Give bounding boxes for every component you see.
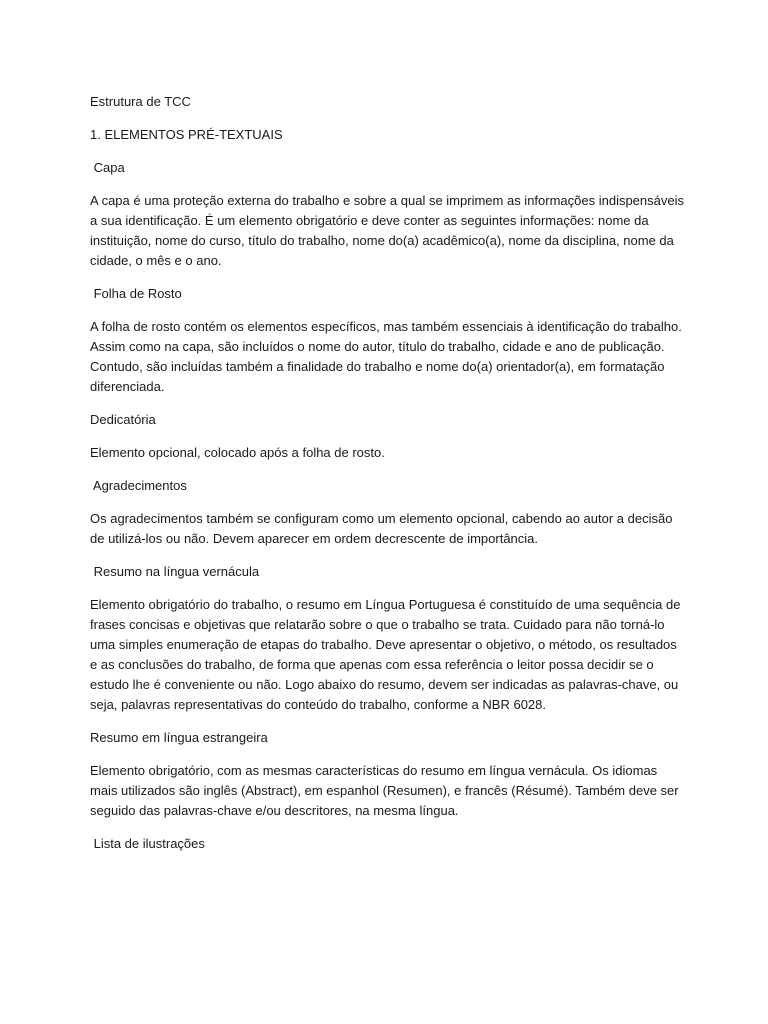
paragraph-dedicatoria: Elemento opcional, colocado após a folha de rosto. (90, 445, 385, 460)
paragraph-agradecimentos: Os agradecimentos também se configuram como um elemento opcional, cabendo ao autor a decisão de utilizá-los ou não. Devem aparecer em ordem decrescente de importância. (90, 511, 673, 546)
heading-resumo-estrangeira: Resumo em língua estrangeira (90, 730, 268, 745)
document-title: Estrutura de TCC (90, 94, 191, 109)
heading-dedicatoria: Dedicatória (90, 412, 156, 427)
paragraph-resumo-estrangeira: Elemento obrigatório, com as mesmas características do resumo em língua vernácula. Os idiomas mais utilizados são inglês (Abstract), em espanhol (Resumen), e francês (Résumé). Também deve ser seguido das palavras-chave e/ou descritores, na mesma língua. (90, 763, 679, 818)
paragraph-resumo-vernacula: Elemento obrigatório do trabalho, o resumo em Língua Portuguesa é constituído de uma sequência de frases concisas e objetivas que relatarão sobre o que o trabalho se trata. Cuidado para não torná-lo uma simples enumeração de etapas do trabalho. Deve apresentar o objetivo, o método, os resultados e as conclusões do trabalho, de forma que apenas com essa referência o leitor possa decidir se o estudo lhe é conveniente ou não. Logo abaixo do resumo, devem ser indicadas as palavras-chave, ou seja, palavras representativas do conteúdo do trabalho, conforme a NBR 6028. (90, 597, 681, 712)
heading-folha-de-rosto: Folha de Rosto (90, 286, 182, 301)
heading-resumo-vernacula: Resumo na língua vernácula (90, 564, 260, 579)
heading-agradecimentos: Agradecimentos (90, 478, 187, 493)
heading-lista-de-ilustracoes: Lista de ilustrações (90, 836, 205, 851)
paragraph-capa: A capa é uma proteção externa do trabalho e sobre a qual se imprimem as informações indispensáveis a sua identificação. É um elemento obrigatório e deve conter as seguintes informações: nome da instituição, nome do curso, título do trabalho, nome do(a) acadêmico(a), nome da disciplina, nome da cidade, o mês e o ano. (90, 193, 684, 268)
document-page (90, 92, 686, 867)
paragraph-folha-de-rosto: A folha de rosto contém os elementos específicos, mas também essenciais à identificação do trabalho. Assim como na capa, são incluídos o nome do autor, título do trabalho, cidade e ano de publicação. Contudo, são incluídas também a finalidade do trabalho e nome do(a) orientador(a), em formatação diferenciada. (90, 319, 682, 394)
section-heading: 1. ELEMENTOS PRÉ-TEXTUAIS (90, 127, 283, 142)
heading-capa: Capa (90, 160, 125, 175)
